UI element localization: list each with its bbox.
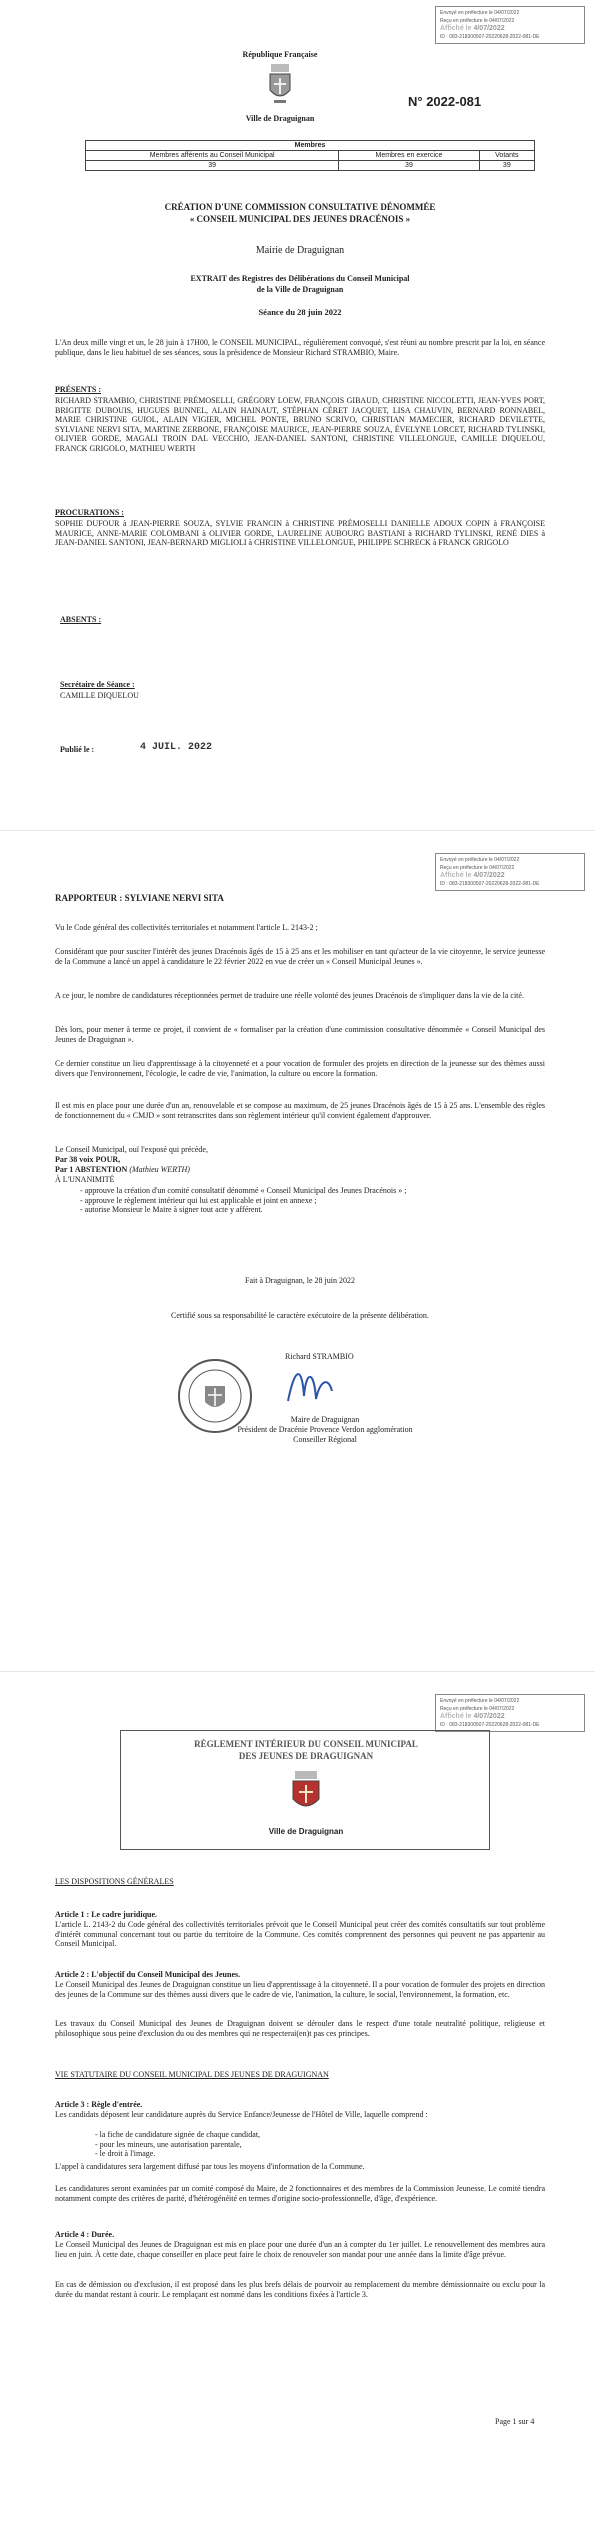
article-1-text: L'article L. 2143-2 du Code général des collectivités territoriales prévoit que le Conseil Municipal peut créer des comités consultatifs sur tout problème d'intérêt communal concernant tout ou partie du territoire de la Commune. Ces comités comprennent des personnes qui peuvent ne pas appartenir au Conseil Municipal. [55, 1920, 545, 1948]
members-table-title: Membres [86, 141, 535, 151]
seance-date: Séance du 28 juin 2022 [258, 307, 342, 317]
stamp-id: ID : 083-218300507-20220628-2022-081-DE [440, 1722, 540, 1728]
procurations-label: PROCURATIONS : [55, 508, 124, 517]
prefecture-stamp [435, 6, 585, 44]
prefecture-stamp-2 [435, 853, 585, 891]
vote-unanimite: À L'UNANIMITÉ [55, 1175, 115, 1184]
reglement-city: Ville de Draguignan [268, 1827, 344, 1836]
article-4-text-2: En cas de démission ou d'exclusion, il est proposé dans les plus brefs délais de pourvoir au remplacement du membre démissionnaire ou exclu pour la durée du mandat restant à courir. Le remplaçant est nommé dans les conditions fixées à l'article 3. [55, 2280, 545, 2299]
decision-item: - approuve la création d'un comité consultatif dénommé « Conseil Municipal des Jeunes Dracénois » ; [80, 1186, 530, 1196]
page-number: Page 1 sur 4 [495, 2417, 535, 2426]
members-header-afferents: Membres afférents au Conseil Municipal [86, 151, 339, 161]
presents-label: PRÉSENTS : [55, 385, 102, 394]
reglement-title-2: DES JEUNES DE DRAGUIGNAN [238, 1751, 374, 1761]
reglement-title-1: RÈGLEMENT INTÉRIEUR DU CONSEIL MUNICIPAL [194, 1739, 418, 1749]
deliberation-number: N° 2022-081 [408, 94, 482, 109]
p2-vu: Vu le Code général des collectivités territoriales et notamment l'article L. 2143-2 ; [55, 923, 318, 932]
city-label: Ville de Draguignan [245, 114, 315, 123]
republic-label: République Française [242, 50, 318, 59]
secretaire-label: Secrétaire de Séance : [60, 680, 135, 689]
stamp-posted-label: Affiché le [440, 25, 472, 32]
deliberation-page-2 [0, 831, 595, 1671]
publie-date: 4 JUIL. 2022 [140, 742, 213, 753]
members-table [85, 140, 535, 171]
signatory-role-3: Conseiller Régional [293, 1435, 357, 1444]
reglement-title-box [120, 1730, 490, 1850]
stamp-sent: Envoyé en préfecture le 04/07/2022 [440, 857, 520, 863]
article-4-text-1: Le Conseil Municipal des Jeunes de Draguignan est mis en place pour une durée d'un an à compter du 1er juillet. Le renouvellement des membres aura lieu en juin. À cette date, chaque conseiller en place peut faire le choix de renouveler son mandat pour une année dans la limite d'âge prévue. [55, 2240, 545, 2259]
presents-list: RICHARD STRAMBIO, CHRISTINE PRÉMOSELLI, GRÉGORY LOEW, FRANÇOIS GIBAUD, CHRISTINE NICCOLETTI, JEAN-YVES PORT, BRIGITTE DUBOUIS, HUGUES BUNNEL, ALAIN HAINAUT, STÉPHAN CÉRET JACQUET, LISA CHAUVIN, BERNARD RONNABEL, MARIE CHRISTINE GUIOL, ALAIN VIGIER, MICHEL PONTE, BRUNO SCRIVO, CHRISTIAN MAMECIER, RICHARD DEVILETTE, SYLVIANE NERVI SITA, MARTINE ZERBONE, FRANÇOISE MAURICE, JEAN-PIERRE SOUZA, ÉVELYNE LORCET, RICHARD TYLINSKI, OLIVIER GORDE, MAGALI TROIN DAL VECCHIO, JEAN-DANIEL SANTONI, CHRISTINE VILLELONGUE, CAMILLE DIQUELOU, FRANCK GRIGOLO, MATHIEU WERTH [55, 396, 545, 453]
stamp-posted-date: 4/07/2022 [473, 25, 505, 32]
article-4-title: Article 4 : Durée. [55, 2230, 115, 2239]
stamp-sent: Envoyé en préfecture le 04/07/2022 [440, 10, 520, 16]
decision-item: - approuve le règlement intérieur qui lui est applicable et joint en annexe ; [80, 1196, 530, 1206]
article-2-text-2: Les travaux du Conseil Municipal des Jeunes de Draguignan doivent se dérouler dans le respect d'une totale neutralité politique, religieuse et philosophique sous peine d'exclusion du ou des membres qui ne respecterai(en)t pas ces principes. [55, 2019, 545, 2038]
stamp-received: Reçu en préfecture le 04/07/2022 [440, 1706, 515, 1712]
article-3-item: - pour les mineurs, une autorisation parentale, [95, 2140, 515, 2150]
reglement-page-1 [0, 1672, 595, 2538]
decision-item: - autorise Monsieur le Maire à signer tout acte y afférent. [80, 1205, 530, 1215]
section-dispositions: LES DISPOSITIONS GÉNÉRALES [55, 1877, 174, 1886]
stamp-posted [440, 872, 580, 880]
intro-paragraph: L'An deux mille vingt et un, le 28 juin à 17H00, le CONSEIL MUNICIPAL, régulièrement convoqué, s'est réuni au nombre prescrit par la loi, en séance publique, dans le lieu habituel de ses séances, sous la présidence de Monsieur Richard STRAMBIO, Maire. [55, 338, 545, 357]
members-header-votants: Votants [479, 151, 534, 161]
vote-abstention-count: Par 1 ABSTENTION [55, 1165, 128, 1174]
stamp-id: ID : 083-218300507-20220628-2022-081-DE [440, 881, 540, 887]
stamp-posted-date: 4/07/2022 [473, 872, 505, 879]
title-line-2: « CONSEIL MUNICIPAL DES JEUNES DRACÉNOIS » [189, 214, 411, 224]
article-2-text-1: Le Conseil Municipal des Jeunes de Draguignan constitue un lieu d'apprentissage à la citoyenneté. Il a pour vocation de formuler des projets en direction des jeunes de la Commune sur des thèmes aussi divers que le cadre de vie, l'animation, la culture, le social, l'environnement, la formation, etc. [55, 1980, 545, 1999]
mairie-label: Mairie de Draguignan [255, 245, 345, 256]
article-3-text-3: Les candidatures seront examinées par un comité composé du Maire, de 2 fonctionnaires et des membres de la Commission Jeunesse. Le comité tiendra notamment compte des critères de parité, d'hétérogénéité en termes d'origine socio-professionnelle, d'âge, d'expérience. [55, 2184, 545, 2203]
members-value-exercice: 39 [339, 161, 479, 171]
stamp-posted [440, 25, 580, 33]
stamp-posted-label: Affiché le [440, 1713, 472, 1720]
city-crest-icon [291, 1769, 321, 1819]
stamp-posted-date: 4/07/2022 [473, 1713, 505, 1720]
p2-oui-expose: Le Conseil Municipal, ouï l'exposé qui précède, [55, 1145, 208, 1154]
article-3-text: Les candidats déposent leur candidature auprès du Service Enfance/Jeunesse de l'Hôtel de Ville, laquelle comprend : [55, 2110, 428, 2119]
vote-pour: Par 38 voix POUR, [55, 1155, 121, 1164]
article-3-text-2: L'appel à candidatures sera largement diffusé par tous les moyens d'information de la Commune. [55, 2162, 365, 2171]
signatory-role-2: Président de Dracénie Provence Verdon agglomération [237, 1425, 413, 1434]
vote-abstention [55, 1165, 545, 1175]
city-crest-icon [268, 62, 292, 110]
absents-label: ABSENTS : [60, 615, 102, 624]
extrait-line-2: de la Ville de Draguignan [256, 285, 344, 294]
section-vie-statutaire: VIE STATUTAIRE DU CONSEIL MUNICIPAL DES JEUNES DE DRAGUIGNAN [55, 2070, 329, 2079]
secretaire-name: CAMILLE DIQUELOU [60, 691, 139, 700]
procurations-list: SOPHIE DUFOUR à JEAN-PIERRE SOUZA, SYLVIE FRANCIN à CHRISTINE PRÉMOSELLI DANIELLE ADOUX COPIN à FRANÇOISE MAURICE, ANNE-MARIE COLOMBANI à OLIVIER GORDE, LAURELINE AUBOURG BASTIANI à RICHARD TYLINSKI, RENÉ DIES à JEAN-DANIEL SANTONI, JEAN-BERNARD MIGLIOLI à CHRISTINE VILLELONGUE, PHILIPPE SCHRECK à FRANCK GRIGOLO [55, 519, 545, 547]
stamp-sent: Envoyé en préfecture le 04/07/2022 [440, 1698, 520, 1704]
deliberation-page-1 [0, 0, 595, 830]
p2-des-lors: Dès lors, pour mener à terme ce projet, il convient de « formaliser par la création d'une commission consultative dénommée « Conseil Municipal des Jeunes de Draguignan ». [55, 1025, 545, 1044]
vote-abstention-name: (Mathieu WERTH) [129, 1165, 190, 1174]
stamp-received: Reçu en préfecture le 04/07/2022 [440, 18, 515, 24]
members-header-exercice: Membres en exercice [339, 151, 479, 161]
p2-duree: Il est mis en place pour une durée d'un an, renouvelable et se compose au maximum, de 25 jeunes Dracénois âgés de 15 à 25 ans. L'ensemble des règles de fonctionnement du « CMJD » sont retranscrites dans son règlement intérieur qu'il convient également d'approuver. [55, 1101, 545, 1120]
stamp-received: Reçu en préfecture le 04/07/2022 [440, 865, 515, 871]
article-3-title: Article 3 : Règle d'entrée. [55, 2100, 143, 2109]
article-3-item: - le droit à l'image. [95, 2149, 515, 2159]
members-value-afferents: 39 [86, 161, 339, 171]
publie-label: Publié le : [60, 745, 95, 754]
signatory-role-1: Maire de Draguignan [290, 1415, 360, 1424]
decision-list [80, 1186, 530, 1215]
signature-icon [280, 1361, 340, 1411]
article-2-title: Article 2 : L'objectif du Conseil Municipal des Jeunes. [55, 1970, 241, 1979]
fait-a: Fait à Draguignan, le 28 juin 2022 [245, 1276, 355, 1285]
stamp-id: ID : 083-218300507-20220628-2022-081-DE [440, 34, 540, 40]
p2-ce-dernier: Ce dernier constitue un lieu d'apprentissage à la citoyenneté et a pour vocation de formuler des projets en direction de la jeunesse sur des thèmes aussi divers que l'environnement, l'écologie, le cadre de vie, l'animation, la culture ou encore la formation. [55, 1059, 545, 1078]
certifie: Certifié sous sa responsabilité le caractère exécutoire de la présente délibération. [171, 1311, 429, 1320]
extrait-line-1: EXTRAIT des Registres des Délibérations du Conseil Municipal [190, 274, 410, 283]
rapporteur: RAPPORTEUR : SYLVIANE NERVI SITA [55, 893, 224, 903]
title-line-1: CRÉATION D'UNE COMMISSION CONSULTATIVE DÉNOMMÉE [164, 202, 436, 212]
stamp-posted-label: Affiché le [440, 872, 472, 879]
article-3-list [95, 2130, 515, 2159]
signatory-name: Richard STRAMBIO [285, 1352, 354, 1361]
p2-considerant: Considérant que pour susciter l'intérêt des jeunes Dracénois âgés de 15 à 25 ans et les mobiliser en tant qu'acteur de la vie citoyenne, le service jeunesse de la Commune a lancé un appel à candidature le 22 février 2022 en vue de créer un « Conseil Municipal Jeunes ». [55, 947, 545, 966]
article-3-item: - la fiche de candidature signée de chaque candidat, [95, 2130, 515, 2140]
article-1-title: Article 1 : Le cadre juridique. [55, 1910, 158, 1919]
p2-a-ce-jour: A ce jour, le nombre de candidatures réceptionnées permet de traduire une réelle volonté des jeunes Dracénois de s'impliquer dans la vie de la cité. [55, 991, 524, 1000]
members-value-votants: 39 [479, 161, 534, 171]
stamp-posted [440, 1713, 580, 1721]
prefecture-stamp-3 [435, 1694, 585, 1732]
